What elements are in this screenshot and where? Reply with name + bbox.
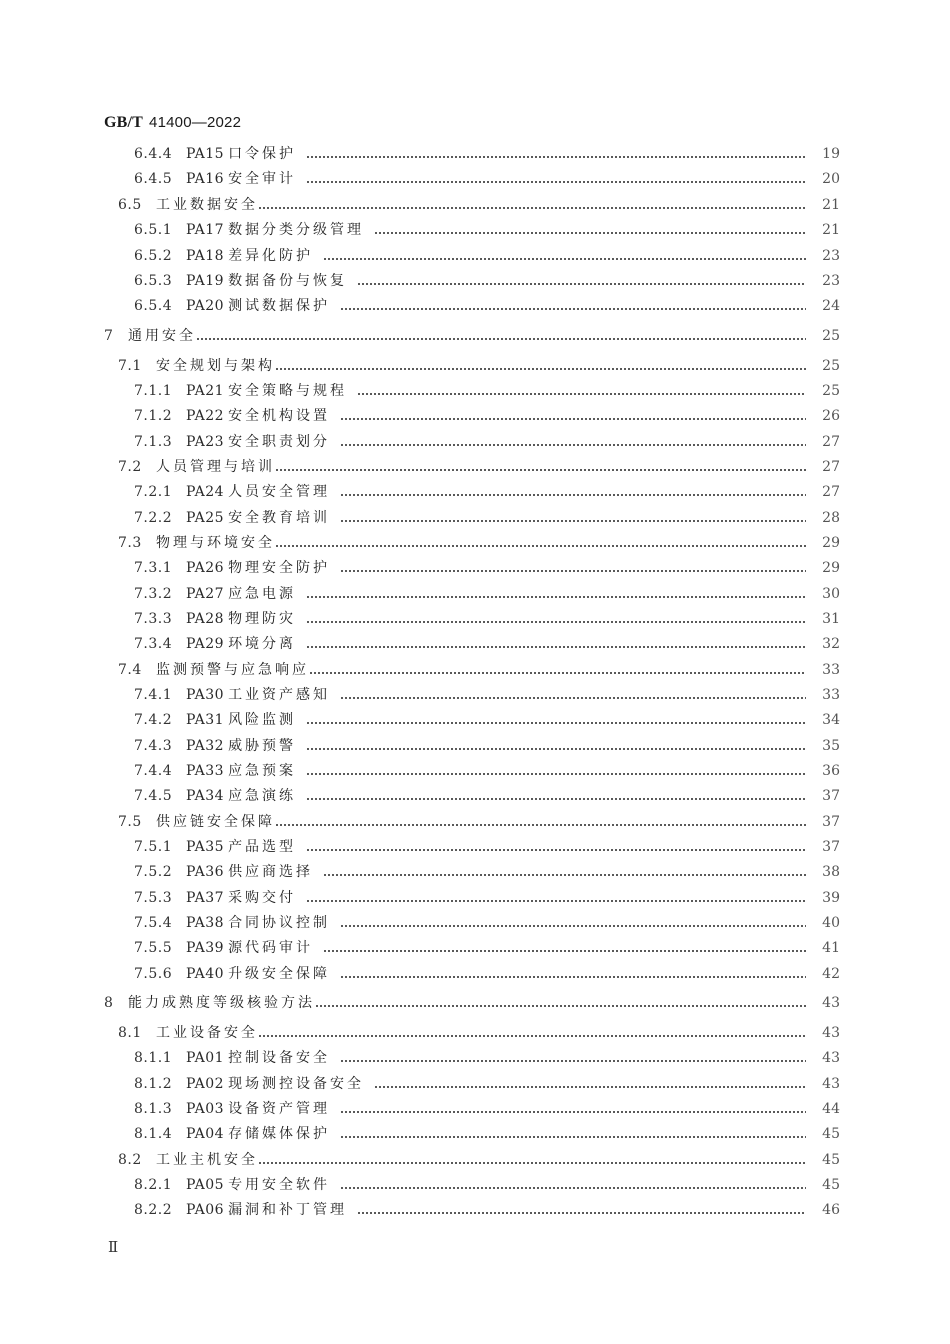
toc-leader-dots [323,245,810,267]
toc-section-number: 7.1.3 [134,434,173,450]
toc-title: 现场测控设备安全 [228,1076,365,1092]
toc-page-number: 33 [822,662,840,678]
toc-page-number: 24 [822,298,840,314]
toc-page-number: 26 [822,408,840,424]
toc-title: 应急预案 [228,763,297,779]
toc-pa-code: PA03 [186,1101,225,1117]
toc-page-number: 43 [822,1050,840,1066]
page-number: Ⅱ [108,1240,119,1256]
toc-page-number: 45 [822,1152,840,1168]
toc-section-number: 8.1.2 [134,1076,173,1092]
toc-leader-dots [258,1149,810,1171]
toc-pa-code: PA17 [186,222,225,238]
toc-leader-dots [306,633,810,655]
toc-title: 数据备份与恢复 [228,273,348,289]
toc-section-number: 7.1.2 [134,408,173,424]
toc-entry[interactable] [104,811,840,833]
toc-pa-code: PA28 [186,611,225,627]
toc-title: 物理防灾 [228,611,297,627]
toc-page-number: 46 [822,1202,840,1218]
toc-section-number: 6.4.4 [134,146,173,162]
toc-entry[interactable] [104,1149,840,1171]
toc-title: 监测预警与应急响应 [156,662,309,678]
toc-page-number: 35 [822,738,840,754]
toc-section-number: 7.5.2 [134,864,173,880]
toc-page-number: 43 [822,995,840,1011]
toc-leader-dots [340,1123,810,1145]
toc-page-number: 29 [822,535,840,551]
toc-section-number: 6.5.3 [134,273,173,289]
toc-leader-dots [323,861,810,883]
toc-pa-code: PA37 [186,890,225,906]
toc-entry[interactable] [104,143,840,165]
toc-leader-dots [340,507,810,529]
toc-leader-dots [340,431,810,453]
toc-section-number: 8.1.1 [134,1050,173,1066]
toc-title: 安全策略与规程 [228,383,348,399]
toc-title: 供应商选择 [228,864,314,880]
toc-entry[interactable] [104,684,840,706]
toc-title: 升级安全保障 [228,966,331,982]
toc-title: 物理安全防护 [228,560,331,576]
toc-entry[interactable] [104,912,840,934]
toc-leader-dots [275,532,810,554]
toc-entry[interactable] [104,992,840,1014]
toc-entry[interactable] [104,709,840,731]
toc-title: 数据分类分级管理 [228,222,365,238]
toc-pa-code: PA19 [186,273,225,289]
toc-page-number: 21 [822,197,840,213]
toc-entry[interactable] [104,608,840,630]
toc-title: 合同协议控制 [228,915,331,931]
toc-section-number: 7.4.3 [134,738,173,754]
toc-section-number: 7.3.2 [134,586,173,602]
toc-page-number: 23 [822,248,840,264]
toc-entry[interactable] [104,245,840,267]
toc-pa-code: PA33 [186,763,225,779]
toc-leader-dots [306,168,810,190]
toc-pa-code: PA38 [186,915,225,931]
toc-entry[interactable] [104,557,840,579]
toc-section-number: 7 [104,328,114,344]
toc-title: 应急演练 [228,788,297,804]
toc-entry[interactable] [104,963,840,985]
toc-title: 安全教育培训 [228,510,331,526]
toc-leader-dots [275,811,810,833]
toc-title: 工业设备安全 [156,1025,258,1041]
toc-pa-code: PA04 [186,1126,225,1142]
toc-leader-dots [323,937,810,959]
toc-page-number: 33 [822,687,840,703]
toc-entry[interactable] [104,1199,840,1221]
toc-section-number: 8.1 [118,1025,142,1041]
toc-page-number: 25 [822,358,840,374]
toc-entry[interactable] [104,1123,840,1145]
toc-page-number: 20 [822,171,840,187]
toc-pa-code: PA15 [186,146,225,162]
toc-page-number: 29 [822,560,840,576]
toc-section-number: 7.3.4 [134,636,173,652]
toc-title: 漏洞和补丁管理 [228,1202,348,1218]
toc-title: 能力成熟度等级核验方法 [128,995,315,1011]
toc-leader-dots [374,1073,810,1095]
toc-entry[interactable] [104,785,840,807]
toc-section-number: 7.5.1 [134,839,173,855]
toc-entry[interactable] [104,659,840,681]
toc-leader-dots [340,1047,810,1069]
toc-pa-code: PA26 [186,560,225,576]
toc-title: 应急电源 [228,586,297,602]
toc-section-number: 7.4.2 [134,712,173,728]
toc-entry[interactable] [104,1073,840,1095]
toc-title: 安全职责划分 [228,434,331,450]
toc-title: 测试数据保护 [228,298,331,314]
toc-entry[interactable] [104,735,840,757]
toc-title: 人员安全管理 [228,484,331,500]
toc-section-number: 7.3.3 [134,611,173,627]
toc-leader-dots [258,194,810,216]
toc-title: 采购交付 [228,890,297,906]
toc-leader-dots [340,684,810,706]
toc-entry[interactable] [104,355,840,377]
toc-section-number: 8.2.2 [134,1202,173,1218]
toc-section-number: 7.5.3 [134,890,173,906]
toc-title: 设备资产管理 [228,1101,331,1117]
toc-pa-code: PA01 [186,1050,225,1066]
toc-title: 环境分离 [228,636,297,652]
toc-pa-code: PA05 [186,1177,225,1193]
toc-entry[interactable] [104,1047,840,1069]
toc-leader-dots [340,963,810,985]
toc-section-number: 8 [104,995,114,1011]
toc-section-number: 8.1.4 [134,1126,173,1142]
toc-section-number: 6.5.1 [134,222,173,238]
toc-page-number: 40 [822,915,840,931]
toc-entry[interactable] [104,1174,840,1196]
toc-title: 安全规划与架构 [156,358,275,374]
toc-page-number: 34 [822,712,840,728]
toc-page-number: 21 [822,222,840,238]
toc-leader-dots [374,219,810,241]
toc-title: 安全机构设置 [228,408,331,424]
toc-pa-code: PA25 [186,510,225,526]
toc-pa-code: PA02 [186,1076,225,1092]
toc-title: 通用安全 [128,328,196,344]
toc-page-number: 37 [822,788,840,804]
toc-page-number: 25 [822,383,840,399]
toc-entry[interactable] [104,1022,840,1044]
toc-section-number: 7.4.5 [134,788,173,804]
toc-leader-dots [340,1174,810,1196]
toc-entry[interactable] [104,887,840,909]
toc-title: 差异化防护 [228,248,314,264]
toc-pa-code: PA36 [186,864,225,880]
toc-leader-dots [258,1022,810,1044]
toc-pa-code: PA40 [186,966,225,982]
toc-page-number: 27 [822,434,840,450]
toc-page-number: 25 [822,328,840,344]
document-header [104,113,241,132]
toc-section-number: 8.2 [118,1152,142,1168]
toc-entry[interactable] [104,836,840,858]
toc-section-number: 7.3.1 [134,560,173,576]
toc-page-number: 38 [822,864,840,880]
toc-title: 风险监测 [228,712,297,728]
toc-page-number: 44 [822,1101,840,1117]
toc-leader-dots [340,1098,810,1120]
toc-entry[interactable] [104,219,840,241]
toc-leader-dots [306,735,810,757]
toc-pa-code: PA21 [186,383,225,399]
toc-leader-dots [340,405,810,427]
toc-title: 物理与环境安全 [156,535,275,551]
toc-page-number: 36 [822,763,840,779]
toc-pa-code: PA23 [186,434,225,450]
toc-section-number: 6.5 [118,197,142,213]
toc-leader-dots [340,557,810,579]
toc-entry[interactable] [104,380,840,402]
toc-leader-dots [306,709,810,731]
toc-page-number: 32 [822,636,840,652]
toc-pa-code: PA39 [186,940,225,956]
toc-leader-dots [275,355,810,377]
toc-title: 存储媒体保护 [228,1126,331,1142]
toc-entry[interactable] [104,194,840,216]
toc-page-number: 43 [822,1076,840,1092]
toc-leader-dots [306,608,810,630]
toc-section-number: 6.5.2 [134,248,173,264]
toc-entry[interactable] [104,325,840,347]
toc-title: 工业数据安全 [156,197,258,213]
toc-section-number: 7.5.6 [134,966,173,982]
toc-leader-dots [306,760,810,782]
toc-section-number: 6.4.5 [134,171,173,187]
toc-page-number: 45 [822,1126,840,1142]
toc-page-number: 27 [822,484,840,500]
toc-entry[interactable] [104,583,840,605]
toc-section-number: 7.5.4 [134,915,173,931]
toc-pa-code: PA34 [186,788,225,804]
toc-page-number: 43 [822,1025,840,1041]
toc-page-number: 45 [822,1177,840,1193]
toc-title: 人员管理与培训 [156,459,275,475]
toc-entry[interactable] [104,633,840,655]
toc-leader-dots [306,836,810,858]
toc-section-number: 7.4 [118,662,142,678]
toc-pa-code: PA29 [186,636,225,652]
toc-title: 工业资产感知 [228,687,331,703]
toc-entry[interactable] [104,168,840,190]
toc-entry[interactable] [104,481,840,503]
toc-section-number: 7.1.1 [134,383,173,399]
toc-pa-code: PA18 [186,248,225,264]
toc-leader-dots [315,992,810,1014]
toc-pa-code: PA30 [186,687,225,703]
toc-pa-code: PA06 [186,1202,225,1218]
standard-code: GB/T [104,114,144,131]
toc-title: 产品选型 [228,839,297,855]
toc-leader-dots [275,456,810,478]
toc-entry[interactable] [104,270,840,292]
toc-page-number: 19 [822,146,840,162]
toc-entry[interactable] [104,507,840,529]
toc-page-number: 23 [822,273,840,289]
toc-page-number: 31 [822,611,840,627]
toc-leader-dots [340,912,810,934]
toc-leader-dots [196,325,810,347]
toc-leader-dots [306,143,810,165]
toc-title: 专用安全软件 [228,1177,331,1193]
toc-page-number: 39 [822,890,840,906]
toc-section-number: 7.3 [118,535,142,551]
toc-section-number: 7.2.1 [134,484,173,500]
toc-pa-code: PA35 [186,839,225,855]
toc-section-number: 7.2 [118,459,142,475]
toc-section-number: 7.5.5 [134,940,173,956]
toc-entry[interactable] [104,1098,840,1120]
toc-pa-code: PA31 [186,712,225,728]
toc-title: 源代码审计 [228,940,314,956]
toc-entry[interactable] [104,431,840,453]
toc-title: 控制设备安全 [228,1050,331,1066]
toc-title: 供应链安全保障 [156,814,275,830]
toc-leader-dots [357,380,810,402]
toc-page-number: 30 [822,586,840,602]
toc-section-number: 8.2.1 [134,1177,173,1193]
toc-title: 威胁预警 [228,738,297,754]
toc-entry[interactable] [104,937,840,959]
toc-page-number: 41 [822,940,840,956]
toc-entry[interactable] [104,760,840,782]
toc-page-number: 42 [822,966,840,982]
toc-pa-code: PA27 [186,586,225,602]
toc-section-number: 6.5.4 [134,298,173,314]
toc-title: 安全审计 [228,171,297,187]
toc-page-number: 28 [822,510,840,526]
toc-section-number: 7.1 [118,358,142,374]
toc-leader-dots [340,481,810,503]
toc-title: 口令保护 [228,146,297,162]
toc-page-number: 37 [822,839,840,855]
toc-entry[interactable] [104,405,840,427]
toc-section-number: 7.4.4 [134,763,173,779]
toc-entry[interactable] [104,532,840,554]
toc-entry[interactable] [104,456,840,478]
toc-leader-dots [306,887,810,909]
toc-pa-code: PA16 [186,171,225,187]
toc-leader-dots [357,270,810,292]
toc-pa-code: PA20 [186,298,225,314]
toc-pa-code: PA24 [186,484,225,500]
toc-page-number: 37 [822,814,840,830]
toc-entry[interactable] [104,861,840,883]
toc-leader-dots [306,785,810,807]
toc-leader-dots [309,659,810,681]
toc-title: 工业主机安全 [156,1152,258,1168]
toc-section-number: 7.4.1 [134,687,173,703]
toc-section-number: 7.5 [118,814,142,830]
toc-pa-code: PA32 [186,738,225,754]
toc-entry[interactable] [104,295,840,317]
toc-page-number: 27 [822,459,840,475]
toc-leader-dots [357,1199,810,1221]
toc-pa-code: PA22 [186,408,225,424]
toc-leader-dots [340,295,810,317]
toc-section-number: 7.2.2 [134,510,173,526]
toc-section-number: 8.1.3 [134,1101,173,1117]
standard-number: 41400—2022 [149,114,242,131]
toc-leader-dots [306,583,810,605]
